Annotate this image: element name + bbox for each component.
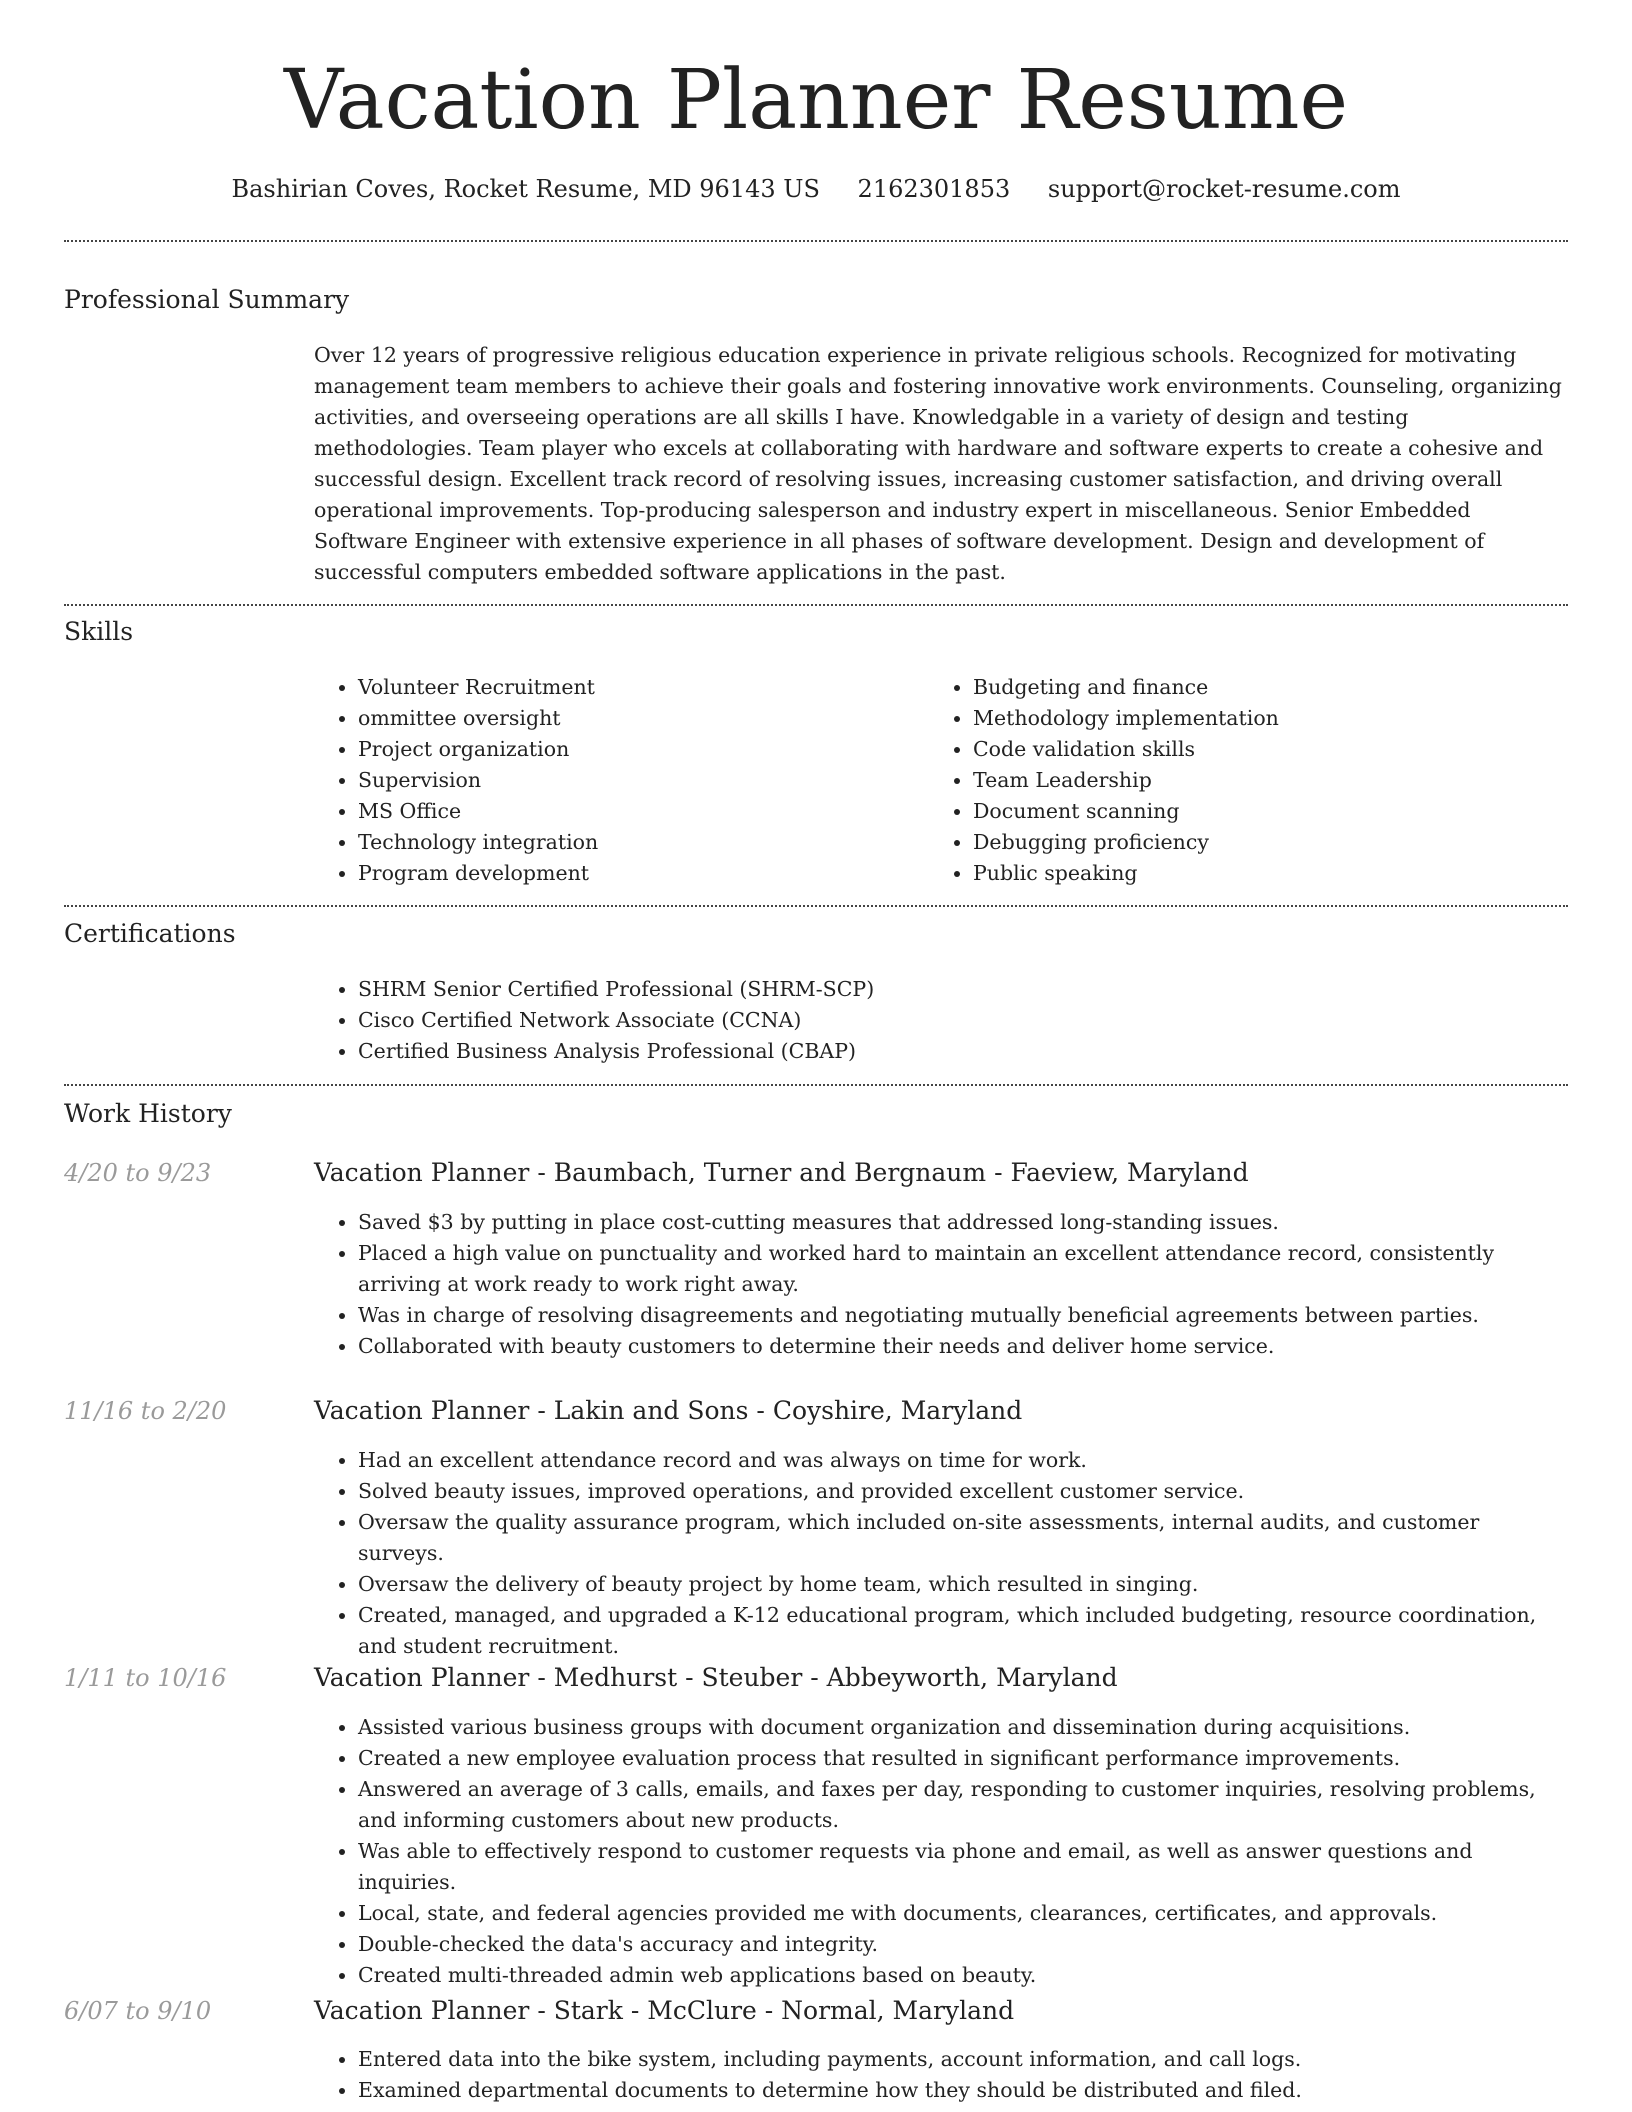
skill-item: • Budgeting and finance — [973, 672, 1544, 703]
job-duty: • Answered an average of 3 calls, emails, and faxes per day, responding to customer inquiries, resolving problems, and informing customers about new products. — [358, 1774, 1568, 1836]
job-dates: 11/16 to 2/20 — [64, 1397, 227, 1425]
certifications-list — [314, 974, 1568, 1067]
skill-item: • Code validation skills — [973, 734, 1544, 765]
job-duty: • Solved beauty issues, improved operations, and provided excellent customer service. — [358, 1476, 1568, 1507]
job-duty: • Placed a high value on punctuality and worked hard to maintain an excellent attendance record, consistently arriving at work ready to work right away. — [358, 1238, 1568, 1300]
job-duty: • Examined departmental documents to determine how they should be distributed and filed. — [358, 2075, 1568, 2106]
divider — [64, 240, 1568, 242]
job-duty: • Collaborated with beauty customers to determine their needs and deliver home service. — [358, 1331, 1568, 1362]
skill-item: • Project organization — [358, 734, 929, 765]
skill-item: • Team Leadership — [973, 765, 1544, 796]
job-title: Vacation Planner - Baumbach, Turner and Bergnaum - Faeview, Maryland — [314, 1158, 1249, 1187]
job-duty: • Double-checked the data's accuracy and integrity. — [358, 1929, 1568, 1960]
job-dates: 4/20 to 9/23 — [64, 1159, 212, 1187]
job-duty: • Was able to effectively respond to customer requests via phone and email, as well as answer questions and inquiries. — [358, 1836, 1568, 1898]
skill-item: • Public speaking — [973, 858, 1544, 889]
job-dates: 1/11 to 10/16 — [64, 1664, 227, 1692]
skill-item: • Technology integration — [358, 827, 929, 858]
job-duty: • Was in charge of resolving disagreements and negotiating mutually beneficial agreements between parties. — [358, 1300, 1568, 1331]
job-duty: • Created multi-threaded admin web applications based on beauty. — [358, 1960, 1568, 1991]
job-title: Vacation Planner - Lakin and Sons - Coyshire, Maryland — [314, 1396, 1023, 1425]
certifications-heading: Certifications — [64, 919, 236, 948]
job-duty: • Saved $3 by putting in place cost-cutting measures that addressed long-standing issues. — [358, 1207, 1568, 1238]
skills-column-left — [314, 672, 929, 889]
certification-item: • Certified Business Analysis Professional (CBAP) — [358, 1036, 1568, 1067]
job-duty: • Local, state, and federal agencies provided me with documents, clearances, certificates, and approvals. — [358, 1898, 1568, 1929]
skill-item: • Program development — [358, 858, 929, 889]
skills-list — [314, 672, 1568, 889]
skill-item: • ommittee oversight — [358, 703, 929, 734]
job-duty: • Oversaw the delivery of beauty project by home team, which resulted in singing. — [358, 1569, 1568, 1600]
divider — [64, 905, 1568, 907]
contact-email: support@rocket-resume.com — [1047, 175, 1401, 203]
skills-column-right — [929, 672, 1544, 889]
job-duties — [314, 2044, 1568, 2106]
skill-item: • MS Office — [358, 796, 929, 827]
skill-item: • Supervision — [358, 765, 929, 796]
skills-heading: Skills — [64, 617, 134, 646]
skill-item: • Methodology implementation — [973, 703, 1544, 734]
job-title: Vacation Planner - Stark - McClure - Normal, Maryland — [314, 1996, 1015, 2025]
job-duties — [314, 1712, 1568, 1991]
job-duty: • Created a new employee evaluation process that resulted in significant performance improvements. — [358, 1743, 1568, 1774]
summary-text: Over 12 years of progressive religious education experience in private religious schools. Recognized for motivating management team members to achieve their goals and fostering innovative work environments. Counseling, organizing activities, and overseeing operations are all skills I have. Knowledgable in a variety of design and testing methodologies. Team player who excels at collaborating with hardware and software experts to create a cohesive and successful design. Excellent track record of resolving issues, increasing customer satisfaction, and driving overall operational improvements. Top-producing salesperson and industry expert in miscellaneous. Senior Embedded Software Engineer with extensive experience in all phases of software development. Design and development of successful computers embedded software applications in the past. — [314, 343, 1562, 584]
summary-heading: Professional Summary — [64, 285, 350, 314]
skill-item: • Document scanning — [973, 796, 1544, 827]
job-duty: • Had an excellent attendance record and was always on time for work. — [358, 1445, 1568, 1476]
skill-item: • Volunteer Recruitment — [358, 672, 929, 703]
job-duties — [314, 1207, 1568, 1362]
work-history-heading: Work History — [64, 1099, 232, 1128]
job-duties — [314, 1445, 1568, 1662]
divider — [64, 604, 1568, 606]
certification-item: • SHRM Senior Certified Professional (SHRM-SCP) — [358, 974, 1568, 1005]
job-dates: 6/07 to 9/10 — [64, 1997, 212, 2025]
contact-phone: 2162301853 — [857, 175, 1011, 203]
divider — [64, 1084, 1568, 1086]
job-duty: • Created, managed, and upgraded a K-12 educational program, which included budgeting, resource coordination, and student recruitment. — [358, 1600, 1568, 1662]
certification-item: • Cisco Certified Network Associate (CCNA) — [358, 1005, 1568, 1036]
job-title: Vacation Planner - Medhurst - Steuber - Abbeyworth, Maryland — [314, 1663, 1118, 1692]
job-duty: • Oversaw the quality assurance program, which included on-site assessments, internal audits, and customer surveys. — [358, 1507, 1568, 1569]
job-duty: • Entered data into the bike system, including payments, account information, and call logs. — [358, 2044, 1568, 2075]
contact-address: Bashirian Coves, Rocket Resume, MD 96143 US — [231, 175, 820, 203]
skill-item: • Debugging proficiency — [973, 827, 1544, 858]
contact-line — [64, 170, 1568, 208]
job-duty: • Assisted various business groups with document organization and dissemination during acquisitions. — [358, 1712, 1568, 1743]
page-title: Vacation Planner Resume — [284, 53, 1348, 148]
